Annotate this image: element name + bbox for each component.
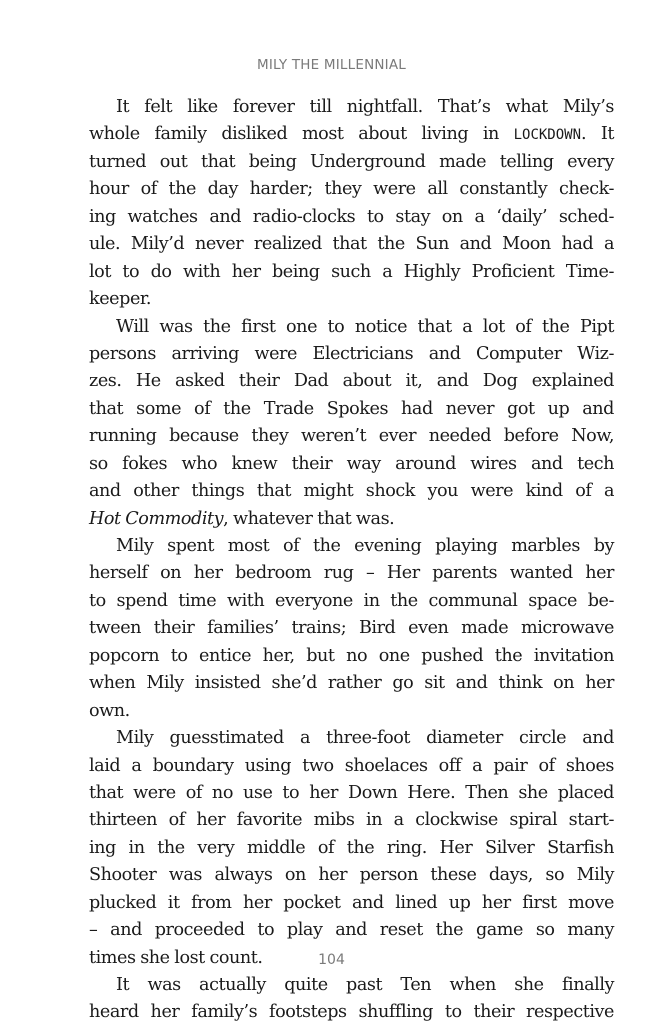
paragraph-5 xyxy=(89,972,614,1027)
page-number: 104 xyxy=(318,952,345,968)
text-line: Mily guesstimated a three-foot diameter circle and xyxy=(116,728,614,749)
text-line: times she lost count. xyxy=(89,947,263,968)
text-run: whole family disliked most about living in xyxy=(89,124,514,145)
text-line: heard her family’s footsteps shuffling to their respective xyxy=(89,1002,614,1023)
text-line xyxy=(89,121,614,148)
text-line: ing in the very middle of the ring. Her Silver Starfish xyxy=(89,837,614,858)
text-line: Will was the first one to notice that a lot of the Pipt xyxy=(116,316,614,337)
text-line: zes. He asked their Dad about it, and Dog explained xyxy=(89,371,614,392)
paragraph-3 xyxy=(89,533,614,725)
text-line: herself on her bedroom rug – Her parents wanted her xyxy=(89,563,614,584)
text-line: tween their families’ trains; Bird even made microwave xyxy=(89,618,614,639)
paragraph-4 xyxy=(89,725,614,972)
lockdown-smallcaps: LOCKDOWN xyxy=(513,127,582,144)
text-line: ing watches and radio-clocks to stay on a ‘daily’ sched- xyxy=(89,206,614,227)
text-line: – and proceeded to play and reset the game so many xyxy=(89,920,614,941)
text-line: that were of no use to her Down Here. Then she placed xyxy=(89,782,614,803)
text-line: running because they weren’t ever needed before Now, xyxy=(89,426,614,447)
text-line: when Mily insisted she’d rather go sit and think on her xyxy=(89,673,614,694)
text-run: , whatever that was. xyxy=(223,508,395,529)
text-line xyxy=(89,506,614,533)
text-line: It felt like forever till nightfall. That’s what Mily’s xyxy=(116,97,614,117)
text-line: laid a boundary using two shoelaces off a pair of shoes xyxy=(89,755,614,776)
paragraph-2 xyxy=(89,314,614,534)
text-line: Mily spent most of the evening playing marbles by xyxy=(116,536,614,556)
text-line: It was actually quite past Ten when she finally xyxy=(116,975,614,995)
body-text xyxy=(89,94,614,1027)
text-line: popcorn to entice her, but no one pushed the invitation xyxy=(89,645,614,666)
text-line: keeper. xyxy=(89,289,152,310)
text-line: turned out that being Underground made telling every xyxy=(89,151,614,172)
text-line: Shooter was always on her person these days, so Mily xyxy=(89,865,614,886)
text-line: hour of the day harder; they were all constantly check- xyxy=(89,179,614,200)
text-line: to spend time with everyone in the communal space be- xyxy=(89,590,614,611)
text-line: thirteen of her favorite mibs in a clockwise spiral start- xyxy=(89,810,614,831)
hot-commodity-italic: Hot Commodity xyxy=(89,508,224,529)
text-line: so fokes who knew their way around wires and tech xyxy=(89,453,614,474)
text-line: persons arriving were Electricians and Computer Wiz- xyxy=(89,343,614,364)
text-run: . It xyxy=(581,124,614,145)
text-line: and other things that might shock you were kind of a xyxy=(89,481,614,502)
paragraph-1 xyxy=(89,94,614,314)
text-line: plucked it from her pocket and lined up her first move xyxy=(89,892,614,913)
running-head: MILY THE MILLENNIAL xyxy=(256,57,407,73)
text-line: ule. Mily’d never realized that the Sun and Moon had a xyxy=(89,234,614,255)
text-line: that some of the Trade Spokes had never got up and xyxy=(89,398,614,419)
text-line: lot to do with her being such a Highly Proficient Time- xyxy=(89,261,614,282)
text-line: own. xyxy=(89,700,130,721)
